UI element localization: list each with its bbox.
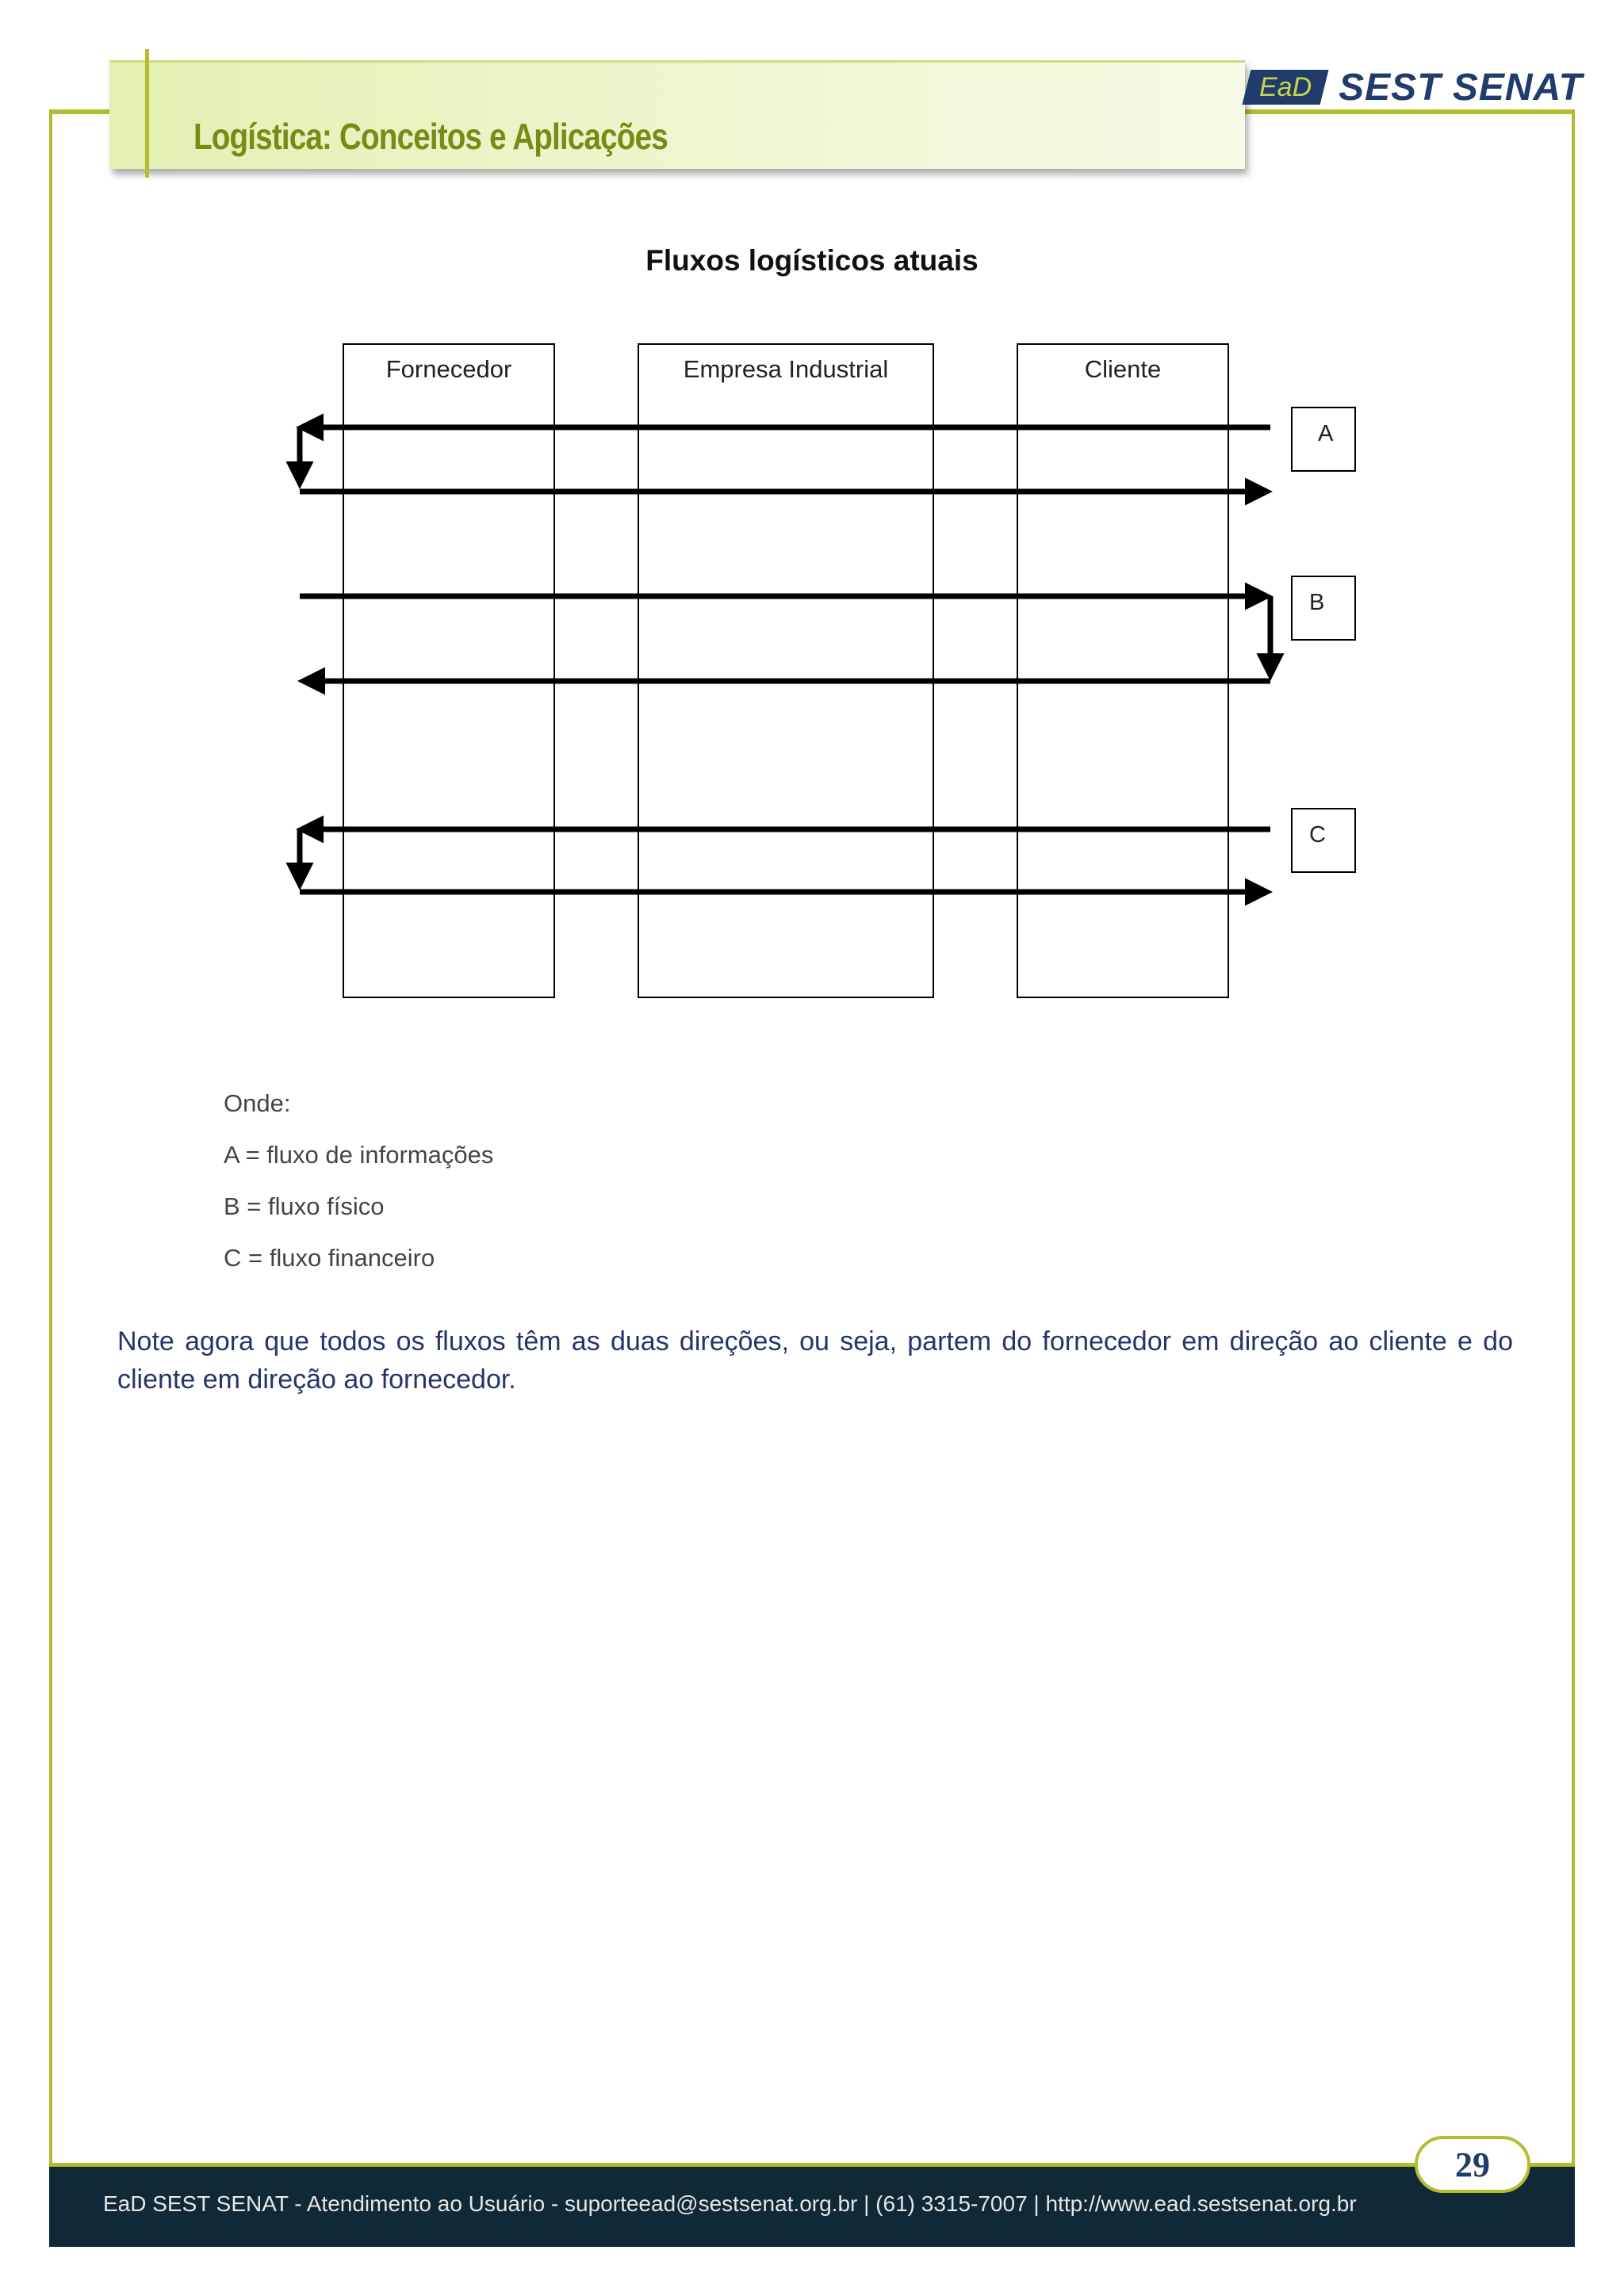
column-fornecedor xyxy=(343,344,554,997)
column-box-empresa-industrial xyxy=(638,344,933,997)
column-cliente xyxy=(1017,344,1228,997)
column-empresa-industrial xyxy=(638,344,933,997)
logo-name: SEST SENAT xyxy=(1339,66,1583,109)
book-title: Logística: Conceitos e Aplicações xyxy=(193,116,668,157)
body-paragraph: Note agora que todos os fluxos têm as duas direções, ou seja, partem do fornecedor em direção ao cliente e do cliente em direção ao fornecedor. xyxy=(117,1326,1513,1395)
flow-c-label: C xyxy=(1309,822,1326,848)
flow-b xyxy=(300,576,1355,681)
flow-b-label: B xyxy=(1309,590,1325,615)
legend-item-b: B = fluxo físico xyxy=(224,1192,385,1220)
legend-heading: Onde: xyxy=(224,1089,291,1117)
logo-ead-text: EaD xyxy=(1259,72,1312,102)
flow-a xyxy=(300,408,1355,492)
legend-item-a: A = fluxo de informações xyxy=(224,1141,494,1169)
footer-contact-text: EaD SEST SENAT - Atendimento ao Usuário - suporteead@sestsenat.org.br | (61) 3315-7007 | http://www.ead.sestsenat.org.br xyxy=(103,2191,1357,2216)
flow-a-label: A xyxy=(1318,421,1334,446)
column-box-fornecedor xyxy=(343,344,554,997)
column-label-empresa-industrial: Empresa Industrial xyxy=(683,355,889,383)
page-number-badge xyxy=(1415,2136,1530,2193)
column-label-fornecedor: Fornecedor xyxy=(385,355,512,383)
page-number: 29 xyxy=(1455,2145,1490,2184)
legend-item-c: C = fluxo financeiro xyxy=(224,1244,435,1272)
figure-caption: Fluxos logísticos atuais xyxy=(645,244,979,277)
column-label-cliente: Cliente xyxy=(1084,355,1162,383)
flow-c xyxy=(300,809,1355,892)
column-box-cliente xyxy=(1017,344,1228,997)
